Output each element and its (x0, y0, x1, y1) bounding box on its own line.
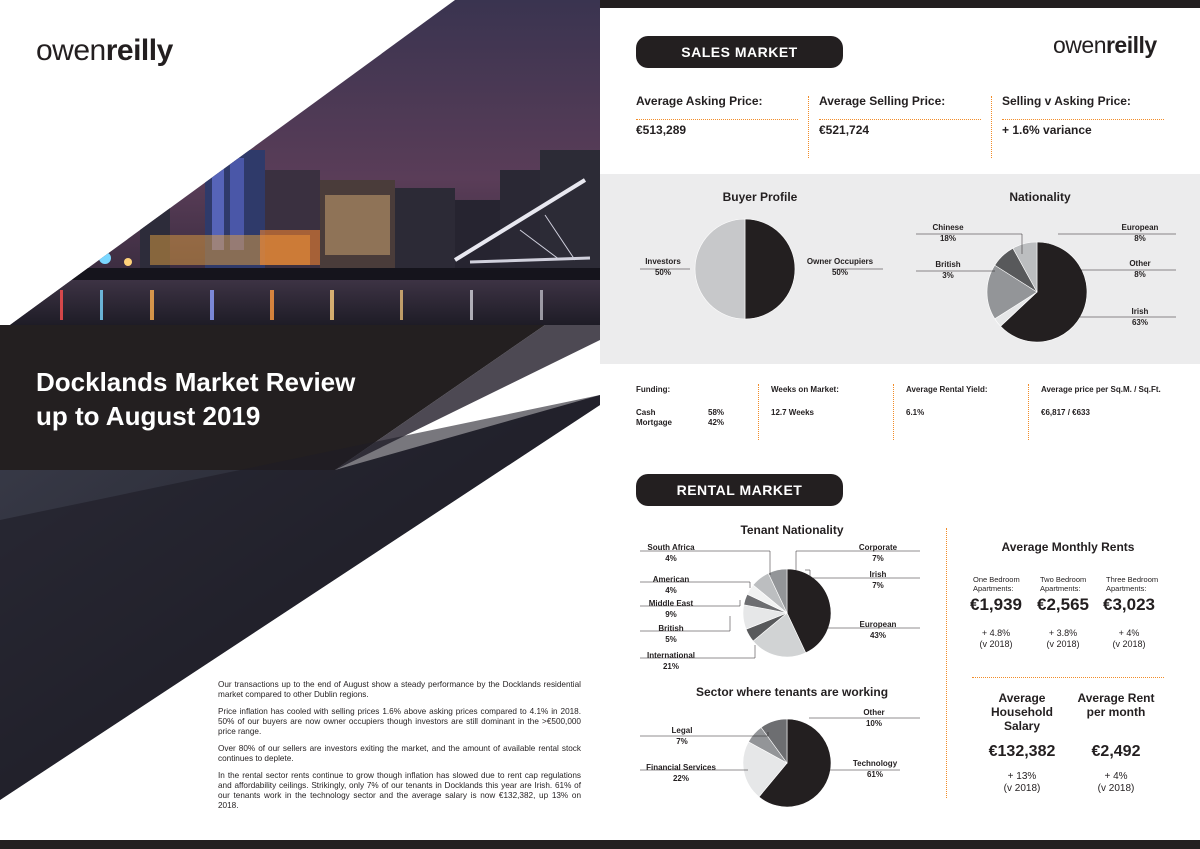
avg-selling-value: €521,724 (819, 123, 870, 137)
cash-value: 58% (708, 408, 725, 417)
one-bed-label: One Bedroom Apartments: (973, 575, 1020, 593)
paragraph: Over 80% of our sellers are investors exiting the market, and the amount of available rental stock continues to deplete. (218, 744, 581, 763)
three-bed-label: Three Bedroom Apartments: (1106, 575, 1159, 593)
paragraph: Price inflation has cooled with selling prices 1.6% above asking prices compared to 4.1% in 2018. 50% of our buyers are now owner occupiers though investors are still dominant in the >€500,000 price range. (218, 707, 581, 736)
two-bed-rent (1033, 575, 1093, 650)
rent-pm-change: + 4% (1104, 771, 1128, 782)
paragraph: Our transactions up to the end of August show a steady performance by the Docklands residential market compared to other Dublin regions. (218, 680, 581, 699)
title-line-1: Docklands Market Review (36, 367, 356, 397)
pie-slice-owner-occupiers (745, 219, 795, 319)
rent-per-month (1070, 691, 1162, 795)
sales-pies (600, 174, 1200, 364)
british-label: British 3% (935, 260, 961, 280)
mortgage-value: 42% (708, 418, 725, 427)
other-sector-label: Other 10% (863, 708, 885, 728)
avg-asking-label: Average Asking Price: (636, 94, 763, 108)
paragraph: In the rental sector rents continue to grow though inflation has slowed due to rent cap regulations and affordability ceilings. Strikingly, only 7% of our tenants in Docklands this year are Irish. 61% of our tenants work in the technology sector and the average salary is now €132,382, up 13% on 2018. (218, 771, 581, 810)
buyer-profile-pie (695, 219, 795, 319)
owner-occupiers-label: Owner Occupiers 50% (806, 257, 874, 277)
bottom-rule (0, 840, 1200, 849)
yield-label: Average Rental Yield: (906, 385, 988, 394)
title-line-2: up to August 2019 (36, 401, 261, 431)
middle-east-label: Middle East 9% (648, 599, 694, 619)
one-bed-rent (966, 575, 1026, 650)
one-bed-change: + 4.8% (981, 628, 1011, 638)
intro-text (218, 680, 581, 818)
one-bed-value: €1,939 (970, 595, 1022, 614)
european-label: European 8% (1121, 223, 1159, 243)
international-label: International 21% (646, 651, 695, 671)
technology-label: Technology 61% (852, 759, 898, 779)
sector-title: Sector where tenants are working (695, 685, 889, 699)
cash-label: Cash (636, 408, 656, 417)
financial-services-label: Financial Services 22% (646, 763, 716, 783)
weeks-value: 12.7 Weeks (771, 408, 814, 417)
owenreilly-logo: owenreilly (1053, 32, 1157, 58)
three-bed-value: €3,023 (1103, 595, 1155, 614)
british-tenant-label: British 5% (658, 624, 684, 644)
sqm-value: €6,817 / €633 (1041, 408, 1090, 417)
three-bed-change: + 4% (1118, 628, 1140, 638)
variance-value: + 1.6% variance (1002, 123, 1092, 137)
salary-title: Average Household Salary (991, 691, 1053, 733)
tenant-nationality-pie (743, 569, 831, 657)
household-salary (976, 691, 1068, 795)
two-bed-value: €2,565 (1037, 595, 1089, 614)
weeks-label: Weeks on Market: (771, 385, 839, 394)
sqm-label: Average price per Sq.M. / Sq.Ft. (1041, 385, 1161, 394)
yield-value: 6.1% (906, 408, 925, 417)
pie-slice-investors (695, 219, 745, 319)
salary-change: + 13% (1007, 771, 1037, 782)
mortgage-label: Mortgage (636, 418, 672, 427)
owenreilly-logo: owenreilly (36, 34, 173, 67)
avg-asking-value: €513,289 (636, 123, 687, 137)
rent-pm-title: Average Rent per month (1077, 691, 1155, 719)
sector-where-tenants-are-working-pie (743, 719, 831, 807)
top-rule (600, 0, 1200, 8)
monthly-rents-title: Average Monthly Rents (1001, 540, 1135, 554)
nationality-title: Nationality (1009, 190, 1071, 204)
other-label: Other 8% (1129, 259, 1151, 279)
rental-market-heading: RENTAL MARKET (636, 474, 843, 506)
salary-value: €132,382 (988, 743, 1056, 760)
legal-label: Legal 7% (671, 726, 693, 746)
nationality-pie (987, 242, 1087, 342)
rent-pm-value: €2,492 (1091, 743, 1141, 760)
funding-label: Funding: (636, 385, 671, 394)
irish-label: Irish 63% (1131, 307, 1149, 327)
investors-label: Investors 50% (645, 257, 681, 277)
two-bed-base: (v 2018) (1046, 639, 1080, 649)
buyer-profile-title: Buyer Profile (722, 190, 798, 204)
tenant-nationality-title: Tenant Nationality (740, 523, 844, 537)
rent-pm-base: (v 2018) (1097, 783, 1135, 794)
corporate-label: Corporate 7% (858, 543, 898, 563)
chinese-label: Chinese 18% (932, 223, 964, 243)
south-africa-label: South Africa 4% (647, 543, 695, 563)
report-title (36, 365, 355, 433)
irish-tenant-label: Irish 7% (869, 570, 887, 590)
salary-base: (v 2018) (1003, 783, 1041, 794)
american-label: American 4% (652, 575, 690, 595)
two-bed-change: + 3.8% (1048, 628, 1078, 638)
one-bed-base: (v 2018) (979, 639, 1013, 649)
variance-label: Selling v Asking Price: (1002, 94, 1131, 108)
three-bed-base: (v 2018) (1112, 639, 1146, 649)
two-bed-label: Two Bedroom Apartments: (1040, 575, 1087, 593)
sales-market-heading: SALES MARKET (636, 36, 843, 68)
three-bed-rent (1099, 575, 1159, 650)
european-tenant-label: European 43% (859, 620, 897, 640)
avg-selling-label: Average Selling Price: (819, 94, 946, 108)
